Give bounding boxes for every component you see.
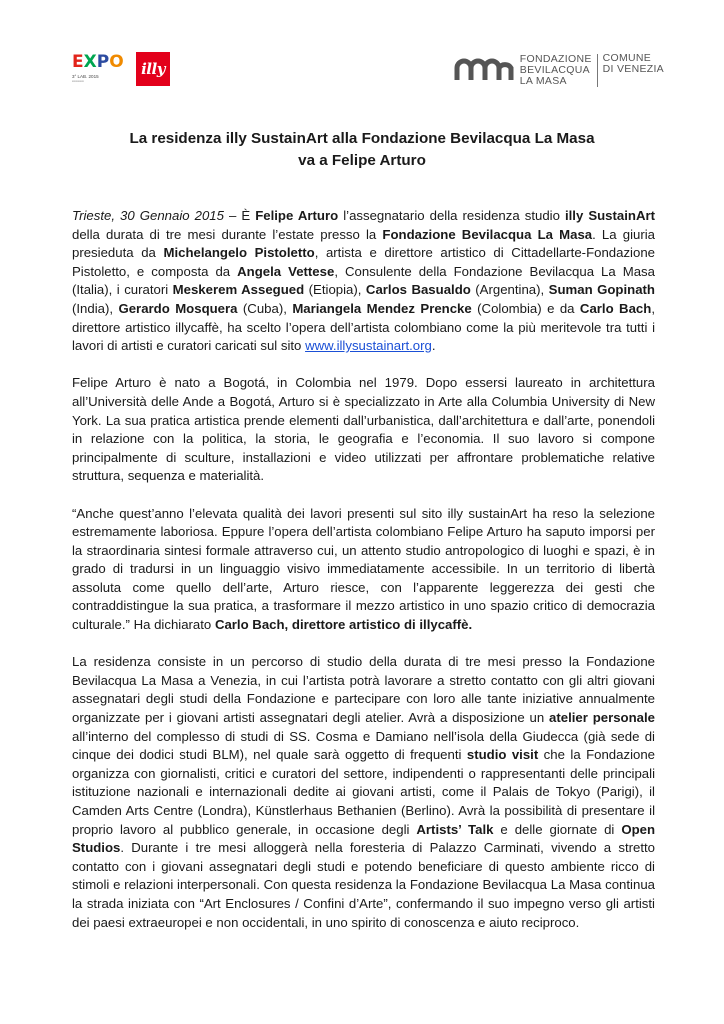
illy-logo <box>136 52 170 86</box>
bold-run: Carlo Bach <box>579 300 652 316</box>
illysustainart-link[interactable]: www.illysustainart.org <box>305 338 432 354</box>
fbm-name-line3: LA MASA <box>519 74 567 87</box>
fbm-monogram-icon <box>454 58 514 82</box>
bold-run: Artists’ Talk <box>416 821 494 837</box>
text-run: . <box>431 338 436 354</box>
text-run: , Consulente della Fondazione Bevilacqua La Masa (Italia), i curatori <box>72 263 655 298</box>
fondazione-bevilacqua-logo <box>454 50 664 90</box>
text-run: (Colombia) e da <box>471 300 580 316</box>
paragraph-announcement <box>72 207 655 356</box>
text-run: l’assegnatario della residenza studio <box>338 208 565 223</box>
bold-run: Mariangela Mendez Prencke <box>292 300 472 316</box>
expo-wordmark <box>72 54 134 71</box>
paragraph-residency <box>72 653 655 932</box>
comune-line2: DI VENEZIA <box>602 63 664 75</box>
text-run: all’interno del complesso di studi di SS. Cosma e Damiano nell’isola della Giudecca (già sede di cinque dei dodici studi BLM), nel quale sarà oggetto di frequenti <box>72 728 655 763</box>
bold-run: Angela Vettese <box>237 263 335 279</box>
fbm-name-line1: FONDAZIONE <box>519 52 592 65</box>
bold-run: Carlo Bach, direttore artistico di illycaffè. <box>214 617 473 633</box>
bold-run: Fondazione Bevilacqua La Masa <box>382 226 593 242</box>
expo-subtitle: 3° LAB. 2015 <box>72 74 99 79</box>
text-run: che la Fondazione organizza con giornalisti, critici e curatori del settore, indipendenti o rappresentanti delle principali istituzione nazionali e internazionali dedite ai giovani artisti, come il Palais de Tokyo (Parigi), il Camden Arts Centre (Londra), Künstlerhaus Bethanien (Berlino). Avrà la possibilità di presentare il proprio lavoro al pubblico generale, in occasione degli <box>72 747 656 837</box>
expo-letter-x: X <box>83 52 97 72</box>
comune-venezia <box>598 53 664 75</box>
dateline: Trieste, 30 Gennaio 2015 <box>72 208 224 223</box>
paragraph-biography: Felipe Arturo è nato a Bogotá, in Colombia nel 1979. Dopo essersi laureato in architettura all’Università delle Ande a Bogotá, Arturo si è specializzato in Arte alla Columbia University di New York. La sua pratica artistica prende elementi dall’urbanistica, dall’architettura e dall’arte, ponendoli in relazione con la politica, la storia, le geografia e l’economia. Il suo lavoro si compone principalmente di sculture, installazioni e video utilizzati per affrontare problematiche relative struttura, sequenza e materialità. <box>72 375 655 484</box>
expo-letter-e: E <box>72 52 84 72</box>
text-run: , artista e direttore artistico di Cittadellarte-Fondazione Pistoletto, e composta da <box>72 245 655 279</box>
text-run: La residenza consiste in un percorso di studio della durata di tre mesi presso la Fondazione Bevilacqua La Masa a Venezia, in cui l’artista potrà lavorare a stretto contatto con gli altri giovani assegnatari degli studi della Fondazione e partecipare con loro alle tante iniziative annualmente organizzate per i giovani artisti assegnatari degli atelier. Avrà a disposizione un <box>72 654 655 726</box>
expo-letter-o: O <box>109 52 124 72</box>
text-run: “Anche quest’anno l’elevata qualità dei lavori presenti sul sito illy sustainArt ha reso la selezione estremamente laboriosa. Eppure l’opera dell’artista colombiano Felipe Arturo ha saputo imporsi per la straordinaria sintesi formale attraverso cui, un attento studio antropologico di luoghi e spazi, è in grado di tradursi in un linguaggio visivo immediatamente accessibile. In un territorio di libertà assoluta come quello dell’arte, Arturo riesce, con l’apparente leggerezza dei gesti che contraddistingue la sua pratica, a trasformare il mezzo artistico in uno spazio critico di democrazia culturale.” Ha dichiarato <box>72 505 655 633</box>
text-run: . La giuria presieduta da <box>72 226 655 261</box>
text-run: (Argentina), <box>470 282 549 298</box>
text-run: (Etiopia), <box>304 282 366 298</box>
expo-letter-p: P <box>96 52 110 72</box>
title-line2: va a Felipe Arturo <box>298 152 426 169</box>
comune-line1: COMUNE <box>602 52 652 64</box>
bold-run: Suman Gopinath <box>548 282 655 298</box>
bold-run: Carlos Basualdo <box>365 282 471 298</box>
text-run: . Durante i tre mesi alloggerà nella foresteria di Palazzo Carminati, vivendo a stretto contatto con i giovani assegnatari degli studi e potendo beneficiare di questo ambiente ricco di stimoli e relazioni interpersonali. Con questa residenza la Fondazione Bevilacqua La Masa continua la strada iniziata con “Art Enclosures / Confini d’Arte”, confermando il suo impegno verso gli artisti dei paesi extraeuropei e non occidentali, in uno spirito di conoscenza e aiuto reciproco. <box>72 840 655 930</box>
paragraph-quote <box>72 505 655 635</box>
illy-logo-text: illy <box>141 60 165 78</box>
bold-run: illy SustainArt <box>564 208 656 223</box>
text-run: (Cuba), <box>237 300 293 316</box>
fbm-name <box>520 54 598 87</box>
expo-fine-print: ▪▪▪▪▪▪▪▪▪▪▪ <box>72 79 84 83</box>
text-run: della durata di tre mesi durante l’estate presso la <box>72 226 383 242</box>
text-run: – È <box>223 208 256 223</box>
bold-run: atelier personale <box>549 710 655 726</box>
bold-run: studio visit <box>466 747 539 763</box>
document-body <box>72 207 655 951</box>
expo-logo <box>72 54 134 104</box>
bold-run: Meskerem Assegued <box>172 282 305 298</box>
bold-run: Michelangelo Pistoletto <box>163 245 315 261</box>
title-line1: La residenza illy SustainArt alla Fondazione Bevilacqua La Masa <box>129 130 595 147</box>
bold-run: Gerardo Mosquera <box>118 300 238 316</box>
fbm-name-line2: BEVILACQUA <box>519 63 590 76</box>
letterhead <box>72 44 664 104</box>
bold-run: Felipe Arturo <box>255 208 339 223</box>
text-run: e delle giornate di <box>493 821 622 837</box>
bold-run: Open Studios <box>72 821 656 856</box>
text-run: , direttore artistico illycaffè, ha scelto l’opera dell’artista colombiano come la più meritevole tra tutti i lavori di artisti e curatori caricati sul sito <box>72 300 655 354</box>
text-run: (India), <box>72 300 119 316</box>
press-release-title <box>72 128 652 172</box>
